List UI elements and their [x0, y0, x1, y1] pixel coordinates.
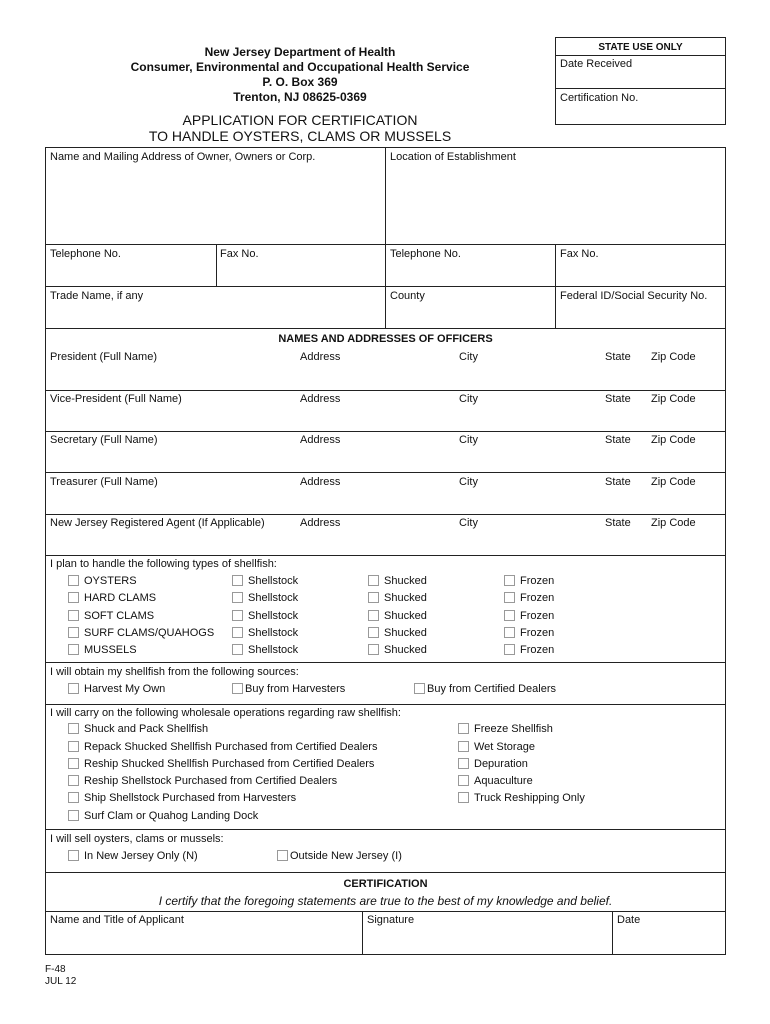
agency-city: Trenton, NJ 08625-0369: [233, 90, 367, 104]
harvest-own-label: Harvest My Own: [84, 683, 166, 695]
hard-clams-shellstock-checkbox[interactable]: [232, 592, 243, 603]
oysters-checkbox[interactable]: [68, 575, 79, 586]
truck-reshipping-checkbox[interactable]: [458, 792, 469, 803]
signature-field[interactable]: [364, 928, 610, 953]
freeze-shellfish-label: Freeze Shellfish: [474, 723, 553, 735]
depuration-label: Depuration: [474, 758, 528, 770]
registered-agent-field[interactable]: [47, 531, 724, 553]
shucked-label: Shucked: [384, 592, 427, 604]
form-revision: JUL 12: [45, 976, 77, 987]
frozen-label: Frozen: [520, 592, 555, 604]
county-label: County: [390, 290, 425, 302]
shellstock-label: Shellstock: [248, 644, 299, 656]
ship-shellstock-checkbox[interactable]: [68, 792, 79, 803]
state-label: State: [605, 434, 631, 446]
address-label: Address: [300, 351, 341, 363]
hard-clams-checkbox[interactable]: [68, 592, 79, 603]
frozen-label: Frozen: [520, 644, 555, 656]
form-title-line2: TO HANDLE OYSTERS, CLAMS OR MUSSELS: [148, 128, 452, 144]
owner-fax-label: Fax No.: [220, 248, 259, 260]
vice-president-field[interactable]: [47, 407, 724, 429]
outside-nj-checkbox[interactable]: [277, 850, 288, 861]
soft-clams-shellstock-checkbox[interactable]: [232, 610, 243, 621]
date-field[interactable]: [614, 928, 724, 953]
ship-shellstock-label: Ship Shellstock Purchased from Harvesters: [84, 792, 297, 804]
shellstock-label: Shellstock: [248, 592, 299, 604]
city-label: City: [459, 434, 478, 446]
state-label: State: [605, 393, 631, 405]
zip-label: Zip Code: [651, 517, 696, 529]
wet-storage-label: Wet Storage: [474, 741, 535, 753]
state-label: State: [605, 351, 631, 363]
shuck-pack-checkbox[interactable]: [68, 723, 79, 734]
agency-division: Consumer, Environmental and Occupational Health Service: [130, 60, 470, 74]
zip-label: Zip Code: [651, 351, 696, 363]
zip-label: Zip Code: [651, 476, 696, 488]
shucked-label: Shucked: [384, 575, 427, 587]
owner-name-address-label: Name and Mailing Address of Owner, Owners or Corp.: [50, 151, 316, 163]
president-field[interactable]: [47, 365, 724, 388]
shucked-label: Shucked: [384, 610, 427, 622]
form-title-line1: APPLICATION FOR CERTIFICATION: [182, 112, 418, 128]
mussels-shucked-checkbox[interactable]: [368, 644, 379, 655]
operations-intro: I will carry on the following wholesale operations regarding raw shellfish:: [50, 707, 401, 719]
address-label: Address: [300, 393, 341, 405]
hard-clams-label: HARD CLAMS: [84, 592, 157, 604]
soft-clams-shucked-checkbox[interactable]: [368, 610, 379, 621]
surf-clams-checkbox[interactable]: [68, 627, 79, 638]
address-label: Address: [300, 434, 341, 446]
sources-intro: I will obtain my shellfish from the following sources:: [50, 666, 299, 678]
location-field[interactable]: [387, 165, 724, 242]
repack-shucked-checkbox[interactable]: [68, 741, 79, 752]
owner-name-address-field[interactable]: [47, 165, 383, 242]
oysters-frozen-checkbox[interactable]: [504, 575, 515, 586]
signature-label: Signature: [367, 914, 415, 926]
county-field[interactable]: [387, 304, 553, 326]
in-nj-label: In New Jersey Only (N): [84, 850, 198, 862]
hard-clams-shucked-checkbox[interactable]: [368, 592, 379, 603]
oysters-shellstock-checkbox[interactable]: [232, 575, 243, 586]
owner-fax-field[interactable]: [218, 262, 383, 284]
location-telephone-field[interactable]: [387, 262, 553, 284]
sell-intro: I will sell oysters, clams or mussels:: [50, 833, 224, 845]
applicant-name-title-field[interactable]: [47, 928, 360, 953]
outside-nj-label: Outside New Jersey (I): [290, 850, 402, 862]
reship-shucked-checkbox[interactable]: [68, 758, 79, 769]
buy-harvesters-checkbox[interactable]: [232, 683, 243, 694]
buy-dealers-label: Buy from Certified Dealers: [427, 683, 556, 695]
shellstock-label: Shellstock: [248, 575, 299, 587]
date-label: Date: [617, 914, 641, 926]
certification-heading: CERTIFICATION: [343, 878, 428, 890]
certification-statement: I certify that the foregoing statements are true to the best of my knowledge and belief.: [158, 894, 613, 908]
reship-shellstock-checkbox[interactable]: [68, 775, 79, 786]
mussels-checkbox[interactable]: [68, 644, 79, 655]
reship-shucked-label: Reship Shucked Shellfish Purchased from Certified Dealers: [84, 758, 375, 770]
address-label: Address: [300, 517, 341, 529]
wet-storage-checkbox[interactable]: [458, 741, 469, 752]
frozen-label: Frozen: [520, 627, 555, 639]
date-received-label: Date Received: [560, 58, 633, 70]
location-fax-field[interactable]: [557, 262, 724, 284]
president-label: President (Full Name): [50, 351, 157, 363]
owner-telephone-label: Telephone No.: [50, 248, 121, 260]
oysters-shucked-checkbox[interactable]: [368, 575, 379, 586]
state-label: State: [605, 517, 631, 529]
repack-shucked-label: Repack Shucked Shellfish Purchased from Certified Dealers: [84, 741, 378, 753]
location-label: Location of Establishment: [390, 151, 516, 163]
location-fax-label: Fax No.: [560, 248, 599, 260]
city-label: City: [459, 476, 478, 488]
shuck-pack-label: Shuck and Pack Shellfish: [84, 723, 209, 735]
in-nj-checkbox[interactable]: [68, 850, 79, 861]
buy-dealers-checkbox[interactable]: [414, 683, 425, 694]
secretary-field[interactable]: [47, 448, 724, 470]
city-label: City: [459, 351, 478, 363]
treasurer-field[interactable]: [47, 490, 724, 512]
form-number: F-48: [45, 964, 66, 975]
surf-clams-shellstock-checkbox[interactable]: [232, 627, 243, 638]
mussels-label: MUSSELS: [84, 644, 137, 656]
freeze-shellfish-checkbox[interactable]: [458, 723, 469, 734]
agency-header: [100, 45, 500, 105]
mussels-frozen-checkbox[interactable]: [504, 644, 515, 655]
shucked-label: Shucked: [384, 644, 427, 656]
city-label: City: [459, 393, 478, 405]
city-label: City: [459, 517, 478, 529]
zip-label: Zip Code: [651, 434, 696, 446]
oysters-label: OYSTERS: [84, 575, 137, 587]
treasurer-label: Treasurer (Full Name): [50, 476, 158, 488]
aquaculture-checkbox[interactable]: [458, 775, 469, 786]
harvest-own-checkbox[interactable]: [68, 683, 79, 694]
secretary-label: Secretary (Full Name): [50, 434, 158, 446]
address-label: Address: [300, 476, 341, 488]
buy-harvesters-label: Buy from Harvesters: [245, 683, 346, 695]
truck-reshipping-label: Truck Reshipping Only: [474, 792, 585, 804]
form-title: [80, 112, 520, 144]
registered-agent-label: New Jersey Registered Agent (If Applicable): [50, 517, 265, 529]
state-label: State: [605, 476, 631, 488]
shellstock-label: Shellstock: [248, 627, 299, 639]
shellstock-label: Shellstock: [248, 610, 299, 622]
owner-telephone-field[interactable]: [47, 262, 214, 284]
aquaculture-label: Aquaculture: [474, 775, 533, 787]
surf-clams-label: SURF CLAMS/QUAHOGS: [84, 627, 215, 639]
trade-name-field[interactable]: [47, 304, 383, 326]
federal-id-field[interactable]: [557, 304, 724, 326]
reship-shellstock-label: Reship Shellstock Purchased from Certified Dealers: [84, 775, 338, 787]
soft-clams-label: SOFT CLAMS: [84, 610, 155, 622]
mussels-shellstock-checkbox[interactable]: [232, 644, 243, 655]
soft-clams-checkbox[interactable]: [68, 610, 79, 621]
agency-po-box: P. O. Box 369: [262, 75, 338, 89]
hard-clams-frozen-checkbox[interactable]: [504, 592, 515, 603]
landing-dock-label: Surf Clam or Quahog Landing Dock: [84, 810, 259, 822]
frozen-label: Frozen: [520, 575, 555, 587]
landing-dock-checkbox[interactable]: [68, 810, 79, 821]
shucked-label: Shucked: [384, 627, 427, 639]
certification-no-label: Certification No.: [560, 92, 639, 104]
trade-name-label: Trade Name, if any: [50, 290, 144, 302]
applicant-name-title-label: Name and Title of Applicant: [50, 914, 184, 926]
zip-label: Zip Code: [651, 393, 696, 405]
shellfish-types-intro: I plan to handle the following types of shellfish:: [50, 558, 277, 570]
surf-clams-frozen-checkbox[interactable]: [504, 627, 515, 638]
depuration-checkbox[interactable]: [458, 758, 469, 769]
agency-name: New Jersey Department of Health: [204, 45, 396, 59]
soft-clams-frozen-checkbox[interactable]: [504, 610, 515, 621]
location-telephone-label: Telephone No.: [390, 248, 461, 260]
officers-heading: NAMES AND ADDRESSES OF OFFICERS: [278, 333, 493, 345]
state-use-heading: STATE USE ONLY: [598, 42, 683, 53]
federal-id-label: Federal ID/Social Security No.: [560, 290, 708, 302]
surf-clams-shucked-checkbox[interactable]: [368, 627, 379, 638]
vice-president-label: Vice-President (Full Name): [50, 393, 182, 405]
frozen-label: Frozen: [520, 610, 555, 622]
